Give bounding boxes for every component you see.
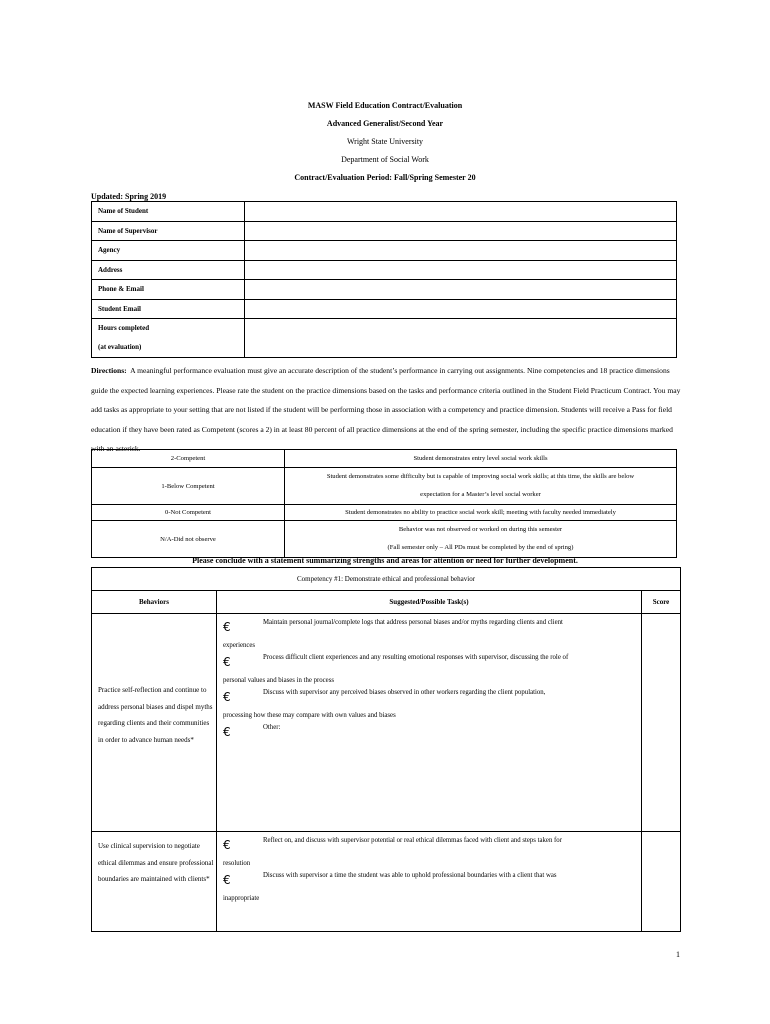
scale-description: [285, 468, 677, 505]
info-value-field[interactable]: [245, 202, 677, 222]
info-row: [92, 280, 677, 300]
task-item: [217, 832, 641, 867]
scale-rating: N/A-Did not observe: [92, 521, 285, 558]
info-label: Agency: [92, 241, 245, 261]
scale-row: [92, 505, 677, 521]
info-row: [92, 299, 677, 319]
scale-rating: 1-Below Competent: [92, 468, 285, 505]
info-row: [92, 202, 677, 222]
scale-row: [92, 468, 677, 505]
task-item: [217, 614, 641, 649]
info-row: [92, 260, 677, 280]
task-item: [217, 649, 641, 684]
behavior-row: [92, 832, 681, 932]
info-label: Address: [92, 260, 245, 280]
directions-paragraph: [91, 361, 681, 459]
info-row: [92, 241, 677, 261]
scale-row: [92, 450, 677, 468]
hours-label-line1: Hours completed: [98, 324, 150, 332]
info-value-field[interactable]: [245, 221, 677, 241]
info-row: [92, 221, 677, 241]
behavior-cell: [92, 614, 217, 832]
competency-title-row: [92, 568, 681, 591]
score-field[interactable]: [642, 832, 681, 932]
task-text-continued: processing how these may compare with own values and biases: [223, 712, 396, 719]
col-header-tasks: Suggested/Possible Task(s): [217, 591, 642, 614]
task-text: Discuss with supervisor any perceived biases observed in other workers regarding the client population,: [263, 689, 546, 696]
col-header-behaviors: Behaviors: [92, 591, 217, 614]
rating-scale-table: [91, 449, 677, 558]
checkbox-icon[interactable]: €: [223, 655, 231, 669]
document-title: MASW Field Education Contract/Evaluation: [307, 101, 463, 110]
task-text: Process difficult client experiences and any resulting emotional responses with supervisor, discussing the role of: [263, 654, 569, 661]
hours-value-field[interactable]: [245, 319, 677, 358]
task-cell: [217, 614, 642, 832]
scale-rating: 0-Not Competent: [92, 505, 285, 521]
checkbox-icon[interactable]: €: [223, 838, 231, 852]
scale-rating: 2-Competent: [92, 450, 285, 468]
scale-row: [92, 521, 677, 558]
task-text: Other:: [263, 724, 281, 731]
info-label: Name of Supervisor: [92, 221, 245, 241]
behavior-cell: [92, 832, 217, 932]
info-value-field[interactable]: [245, 280, 677, 300]
directions-label: Directions:: [91, 366, 127, 375]
behavior-text: Use clinical supervision to negotiate ethical dilemmas and ensure professional boundaries are maintained with clients*: [98, 842, 214, 883]
checkbox-icon[interactable]: €: [223, 620, 231, 634]
evaluation-period: Contract/Evaluation Period: Fall/Spring Semester 20: [294, 173, 476, 182]
scale-description-line2: (Fall semester only – All PDs must be completed by the end of spring): [387, 544, 574, 551]
col-header-score: Score: [642, 591, 681, 614]
scale-description-line1: Student demonstrates some difficulty but is capable of improving social work skills; at this time, the skills are below: [326, 473, 635, 480]
info-label: Phone & Email: [92, 280, 245, 300]
info-value-field[interactable]: [245, 260, 677, 280]
page-number: 1: [676, 950, 680, 959]
competency-table: [91, 567, 681, 932]
conclude-instruction: Please conclude with a statement summarizing strengths and areas for attention or need for further development.: [192, 556, 578, 565]
competency-header-row: [92, 591, 681, 614]
info-label: Name of Student: [92, 202, 245, 222]
info-value-field[interactable]: [245, 299, 677, 319]
hours-label: [92, 319, 245, 358]
scale-description-line2: expectation for a Master’s level social worker: [420, 491, 541, 498]
info-value-field[interactable]: [245, 241, 677, 261]
task-cell: [217, 832, 642, 932]
competency-title: Competency #1: Demonstrate ethical and professional behavior: [92, 568, 681, 591]
department-name: Department of Social Work: [341, 155, 429, 164]
scale-description: Student demonstrates no ability to practice social work skill; meeting with faculty needed immediately: [285, 505, 677, 521]
score-field[interactable]: [642, 614, 681, 832]
task-item: [217, 867, 641, 902]
student-info-table: [91, 201, 677, 358]
scale-description: [285, 521, 677, 558]
task-item: [217, 719, 641, 739]
behavior-text: Practice self-reflection and continue to address personal biases and dispel myths regarding clients and their communities in order to advance human needs*: [98, 686, 213, 744]
hours-label-line2: (at evaluation): [98, 343, 142, 351]
info-label: Student Email: [92, 299, 245, 319]
checkbox-icon[interactable]: €: [223, 690, 231, 704]
task-text-continued: inappropriate: [223, 895, 260, 902]
checkbox-icon[interactable]: €: [223, 873, 231, 887]
info-row-hours: [92, 319, 677, 358]
task-text: Discuss with supervisor a time the student was able to uphold professional boundaries with a client that was: [263, 872, 557, 879]
scale-description: Student demonstrates entry level social work skills: [285, 450, 677, 468]
task-text: Reflect on, and discuss with supervisor potential or real ethical dilemmas faced with client and steps taken for: [263, 837, 562, 844]
checkbox-icon[interactable]: €: [223, 725, 231, 739]
task-text-continued: experiences: [223, 642, 256, 649]
document-subtitle: Advanced Generalist/Second Year: [326, 119, 444, 128]
university-name: Wright State University: [346, 137, 424, 146]
scale-description-line1: Behavior was not observed or worked on during this semester: [398, 526, 563, 533]
updated-date: Updated: Spring 2019: [91, 192, 167, 201]
directions-text: A meaningful performance evaluation must give an accurate description of the student’s performance in carrying out assignments. Nine competencies and 18 practice dimensions guide the expected learning experiences. Please rate the student on the practice dimensions based on the tasks and performance criteria outlined in the Student Field Practicum Contract. You may add tasks as appropriate to your setting that are not listed if the student will be performing those in association with a competency and practice dimension. Students will receive a Pass for field education if they have been rated as Competent (scores a 2) in at least 80 percent of all practice dimensions at the end of the spring semester, including the specific practice dimensions marked with an asterisk.: [91, 366, 681, 454]
task-item: [217, 684, 641, 719]
task-text-continued: personal values and biases in the process: [223, 677, 334, 684]
task-text: Maintain personal journal/complete logs that address personal biases and/or myths regarding clients and client: [263, 619, 563, 626]
task-text-continued: resolution: [223, 860, 251, 867]
behavior-row: [92, 614, 681, 832]
